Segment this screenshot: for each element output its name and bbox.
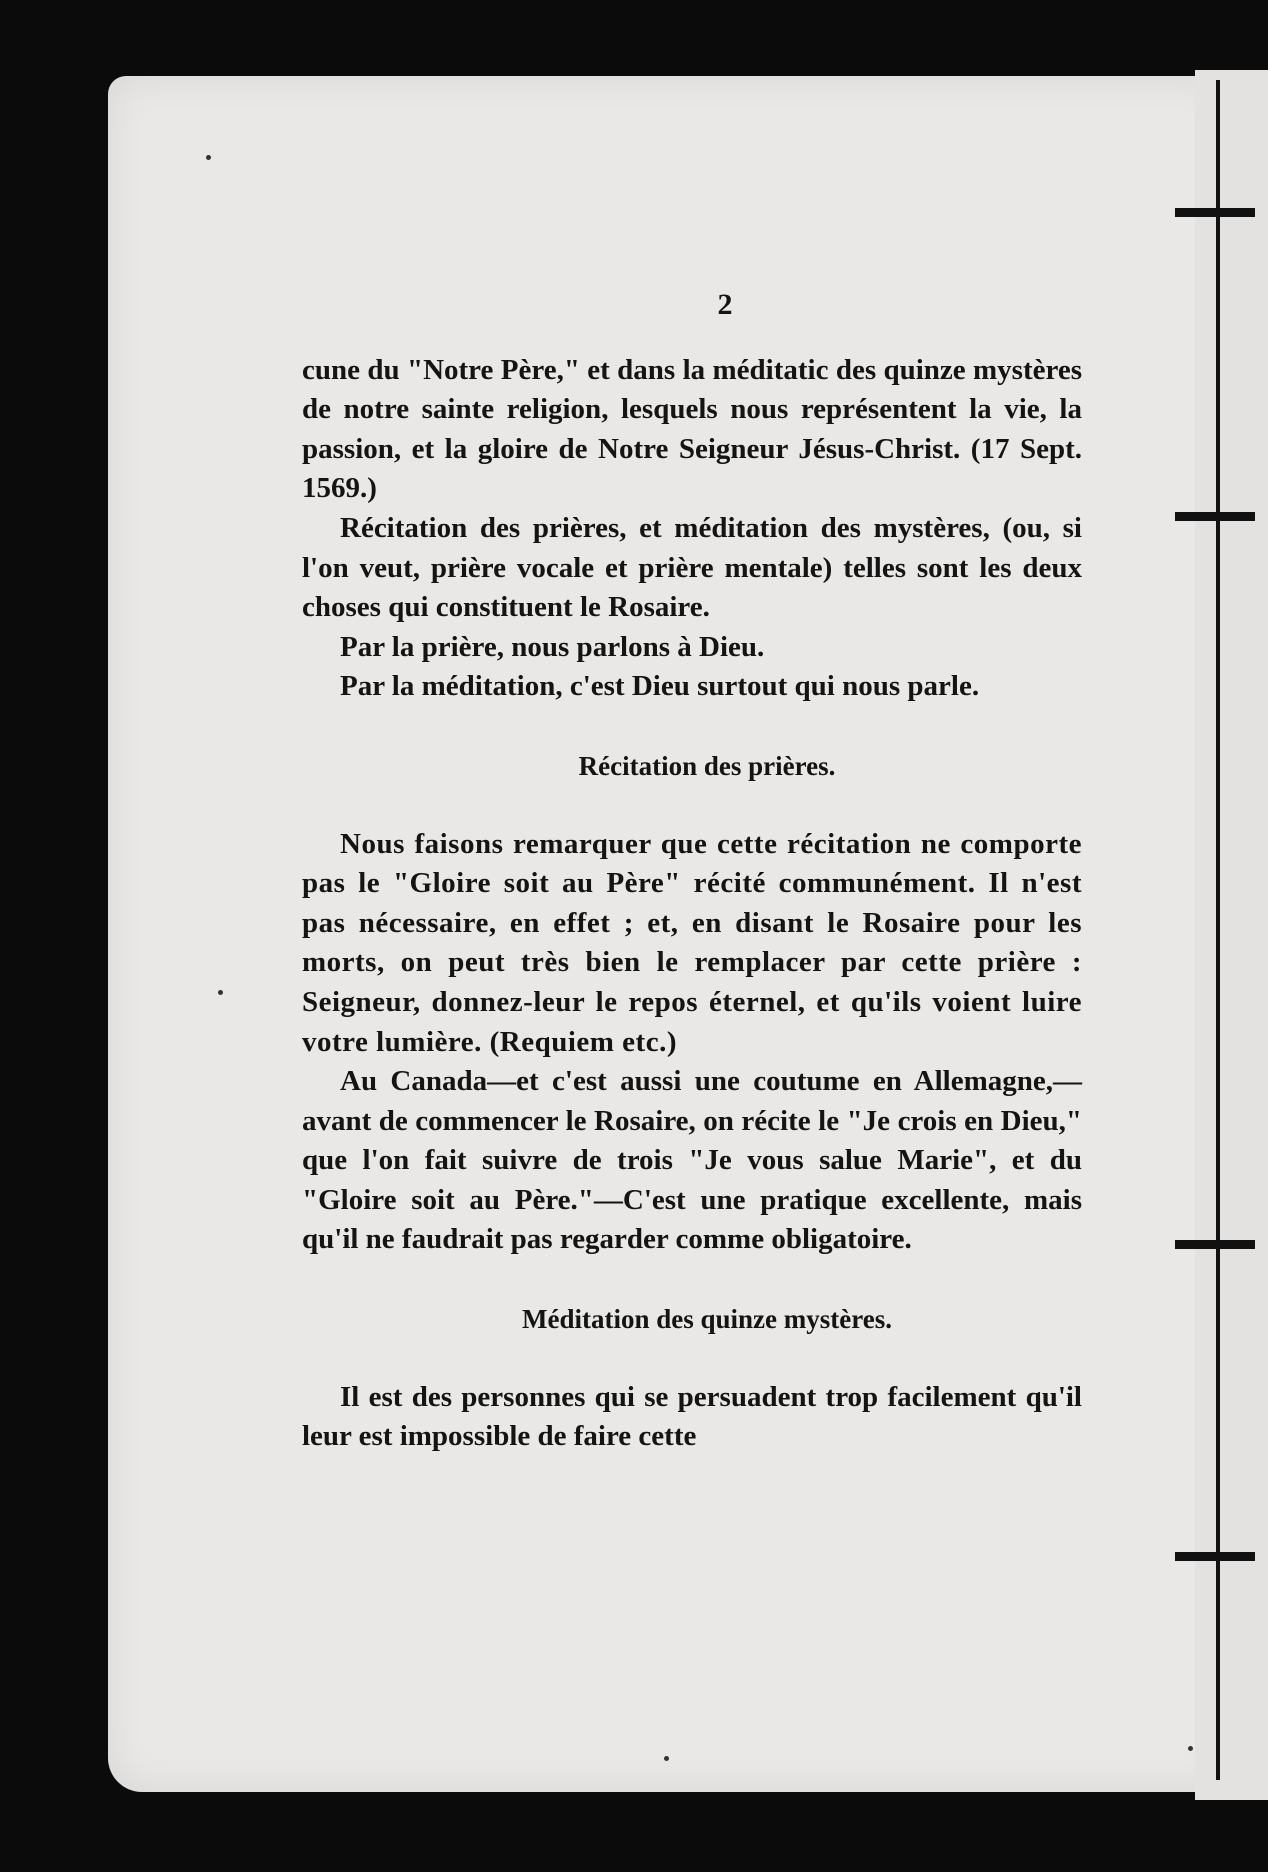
paragraph: Récitation des prières, et méditation des mystères, (ou, si l'on veut, prière vocale et prière mentale) telles sont les deux choses qui constituent le Rosaire. (302, 511, 1082, 624)
speck (218, 990, 223, 995)
paragraph: cune du "Notre Père," et dans la méditatic des quinze mystères de notre sainte religion, lesquels nous représentent la vie, la passion, et la gloire de Notre Seigneur Jésus-Christ. (17 Sept. 1569.) (302, 353, 1082, 505)
paragraph: Par la méditation, c'est Dieu surtout qui nous parle. (340, 670, 980, 703)
paragraph: Au Canada—et c'est aussi une coutume en Allemagne,—avant de commencer le Rosaire, on récite le "Je crois en Dieu," que l'on fait suivre de trois "Je vous salue Marie", et du "Gloire soit au Père."—C'est une pratique excellente, mais qu'il ne faudrait pas regarder comme obligatoire. (302, 1065, 1082, 1256)
page-text (302, 285, 1082, 1457)
paragraph: Par la prière, nous parlons à Dieu. (340, 630, 765, 663)
binding-mark (1175, 512, 1255, 521)
section-heading: Récitation des prières. (578, 750, 836, 781)
binding-mark (1175, 1240, 1255, 1249)
speck (664, 1756, 669, 1761)
binding-rule (1216, 80, 1220, 1780)
speck (206, 155, 211, 160)
paragraph: Il est des personnes qui se persuadent trop facilement qu'il leur est impossible de faire cette (302, 1380, 1082, 1453)
paragraph: Nous faisons remarquer que cette récitation ne comporte pas le "Gloire soit au Père" récité communément. Il n'est pas nécessaire, en effet ; et, en disant le Rosaire pour les morts, on peut très bien le remplacer par cette prière : Seigneur, donnez-leur le repos éternel, et qu'ils voient luire votre lumière. (Requiem etc.) (302, 827, 1082, 1058)
binding-mark (1175, 1552, 1255, 1561)
page-edge (1195, 70, 1268, 1800)
speck (1188, 1746, 1193, 1751)
binding-mark (1175, 208, 1255, 217)
page-number: 2 (717, 288, 733, 321)
section-heading: Méditation des quinze mystères. (522, 1304, 892, 1335)
